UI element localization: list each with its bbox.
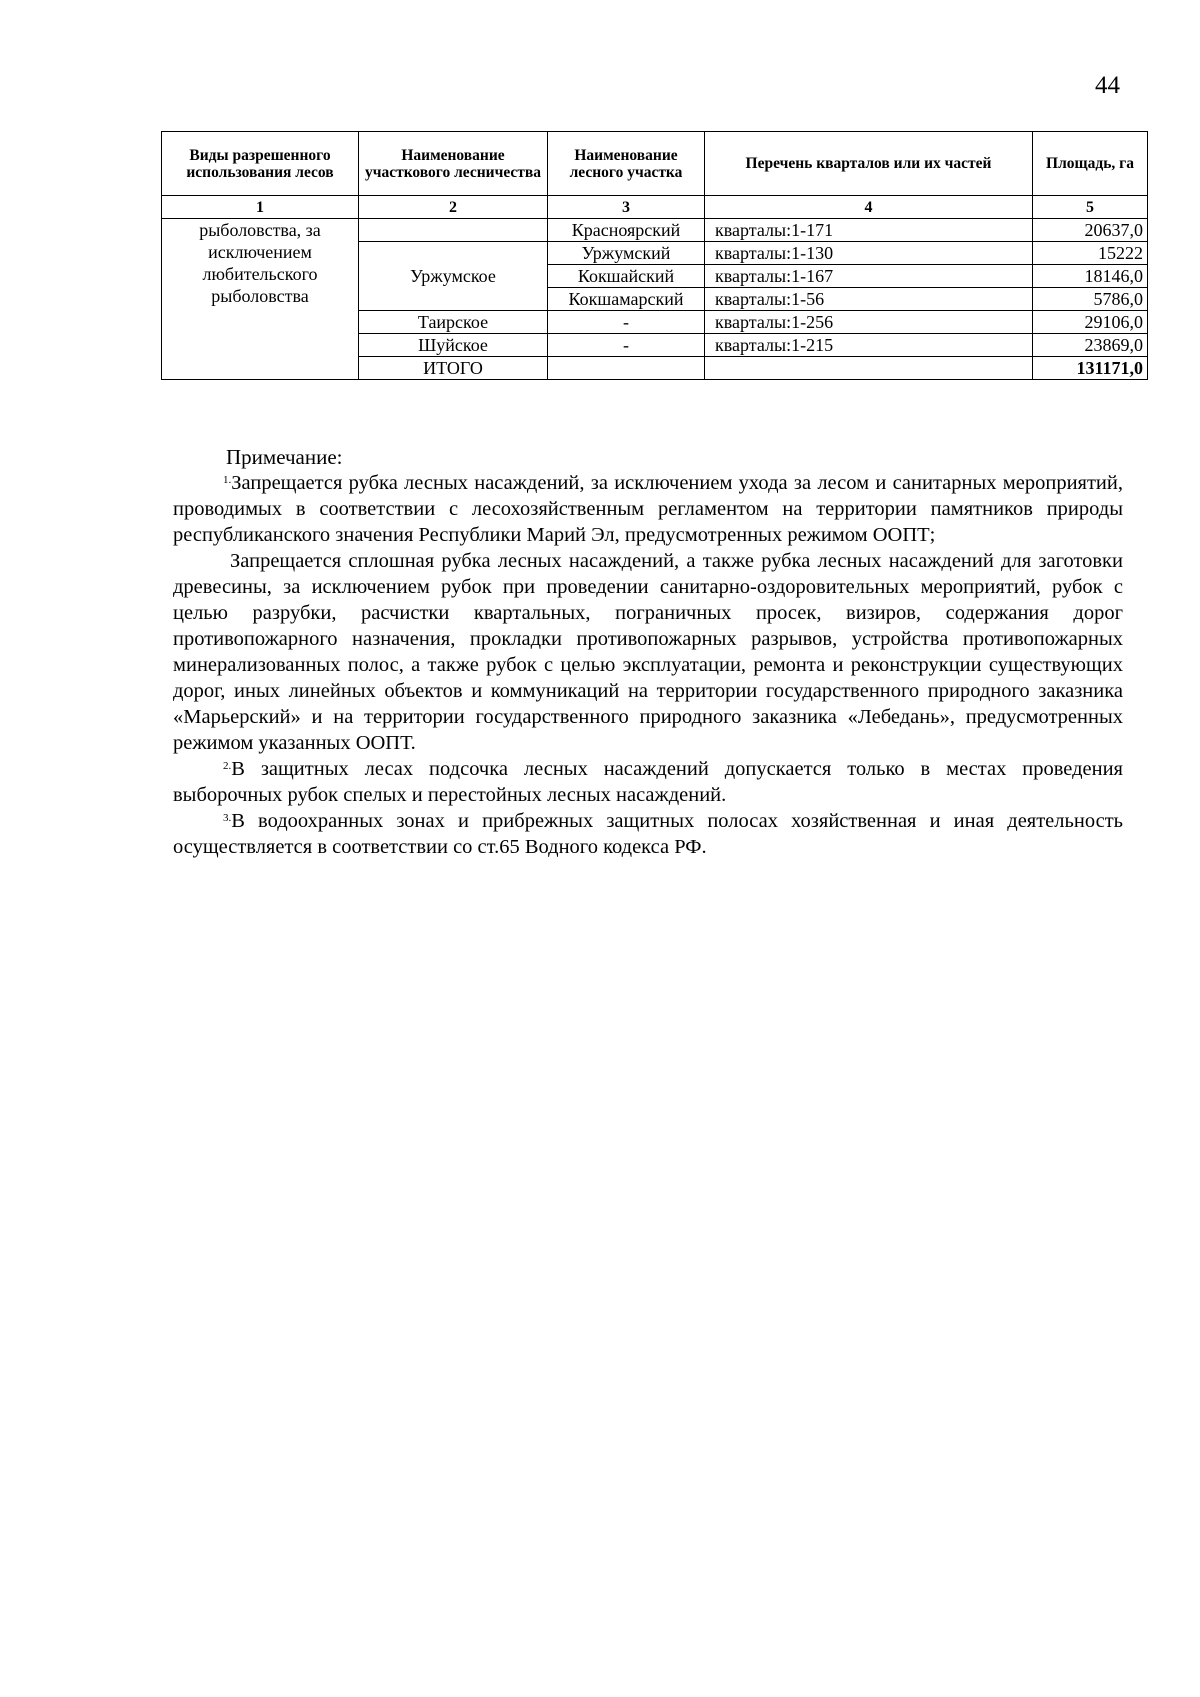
quarters-cell: кварталы:1-215 [705,334,1033,357]
quarters-cell: кварталы:1-256 [705,311,1033,334]
note-text: Запрещается сплошная рубка лесных насаждений, а также рубка лесных насаждений для заготовки древесины, за исключением рубок при проведении санитарно-оздоровительных мероприятий, рубок с целью разрубки, расчистки квартальных, пограничных просек, визиров, содержания дорог противопожарного назначения, прокладки противопожарных разрывов, устройства противопожарных минерализованных полос, а также рубок с целью эксплуатации, ремонта и реконструкции существующих дорог, иных линейных объектов и коммуникаций на территории государственного природного заказника «Марьерский» и на территории государственного природного заказника «Лебедань», предусмотренных режимом указанных ООПТ. [173,550,1123,754]
usage-type-cell: рыболовства, за исключением любительского рыболовства [162,219,359,380]
note-paragraph [173,808,1123,860]
area-cell: 29106,0 [1033,311,1148,334]
footnote-marker: 1. [223,474,232,486]
site-cell: Кокшамарский [548,288,705,311]
quarters-cell: кварталы:1-167 [705,265,1033,288]
total-area: 131171,0 [1033,357,1148,380]
site-cell: Уржумский [548,242,705,265]
page-number: 44 [1095,72,1120,99]
table-row [162,219,1148,242]
notes-section [173,444,1123,860]
forest-usage-table [161,131,1148,380]
site-cell: - [548,311,705,334]
empty-cell [705,357,1033,380]
district-cell: Шуйское [359,334,548,357]
site-cell: - [548,334,705,357]
quarters-cell: кварталы:1-171 [705,219,1033,242]
table-header-row [162,132,1148,196]
column-number: 4 [705,196,1033,219]
quarters-cell: кварталы:1-56 [705,288,1033,311]
total-label: ИТОГО [359,357,548,380]
column-number: 2 [359,196,548,219]
column-number: 3 [548,196,705,219]
note-paragraph [173,756,1123,808]
header-usage-type: Виды разрешенного использования лесов [162,132,359,196]
site-cell: Красноярский [548,219,705,242]
district-cell: Уржумское [359,242,548,311]
district-cell: Таирское [359,311,548,334]
header-site: Наименование лесного участка [548,132,705,196]
area-cell: 20637,0 [1033,219,1148,242]
area-cell: 18146,0 [1033,265,1148,288]
site-cell: Кокшайский [548,265,705,288]
header-quarters: Перечень кварталов или их частей [705,132,1033,196]
area-cell: 15222 [1033,242,1148,265]
note-text: В защитных лесах подсочка лесных насаждений допускается только в местах проведения выборочных рубок спелых и перестойных лесных насаждений. [173,758,1123,806]
district-cell [359,219,548,242]
empty-cell [548,357,705,380]
header-area: Площадь, га [1033,132,1148,196]
column-number-row [162,196,1148,219]
footnote-marker: 3. [223,812,232,824]
header-district: Наименование участкового лесничества [359,132,548,196]
note-paragraph [173,548,1123,756]
notes-title: Примечание: [226,445,343,469]
area-cell: 23869,0 [1033,334,1148,357]
area-cell: 5786,0 [1033,288,1148,311]
column-number: 5 [1033,196,1148,219]
note-text: В водоохранных зонах и прибрежных защитных полосах хозяйственная и иная деятельность осуществляется в соответствии со ст.65 Водного кодекса РФ. [173,810,1123,858]
footnote-marker: 2. [223,760,232,772]
note-text: Запрещается рубка лесных насаждений, за исключением ухода за лесом и санитарных мероприятий, проводимых в соответствии с лесохозяйственным регламентом на территории памятников природы республиканского значения Республики Марий Эл, предусмотренных режимом ООПТ; [173,472,1123,546]
column-number: 1 [162,196,359,219]
note-paragraph [173,470,1123,548]
quarters-cell: кварталы:1-130 [705,242,1033,265]
